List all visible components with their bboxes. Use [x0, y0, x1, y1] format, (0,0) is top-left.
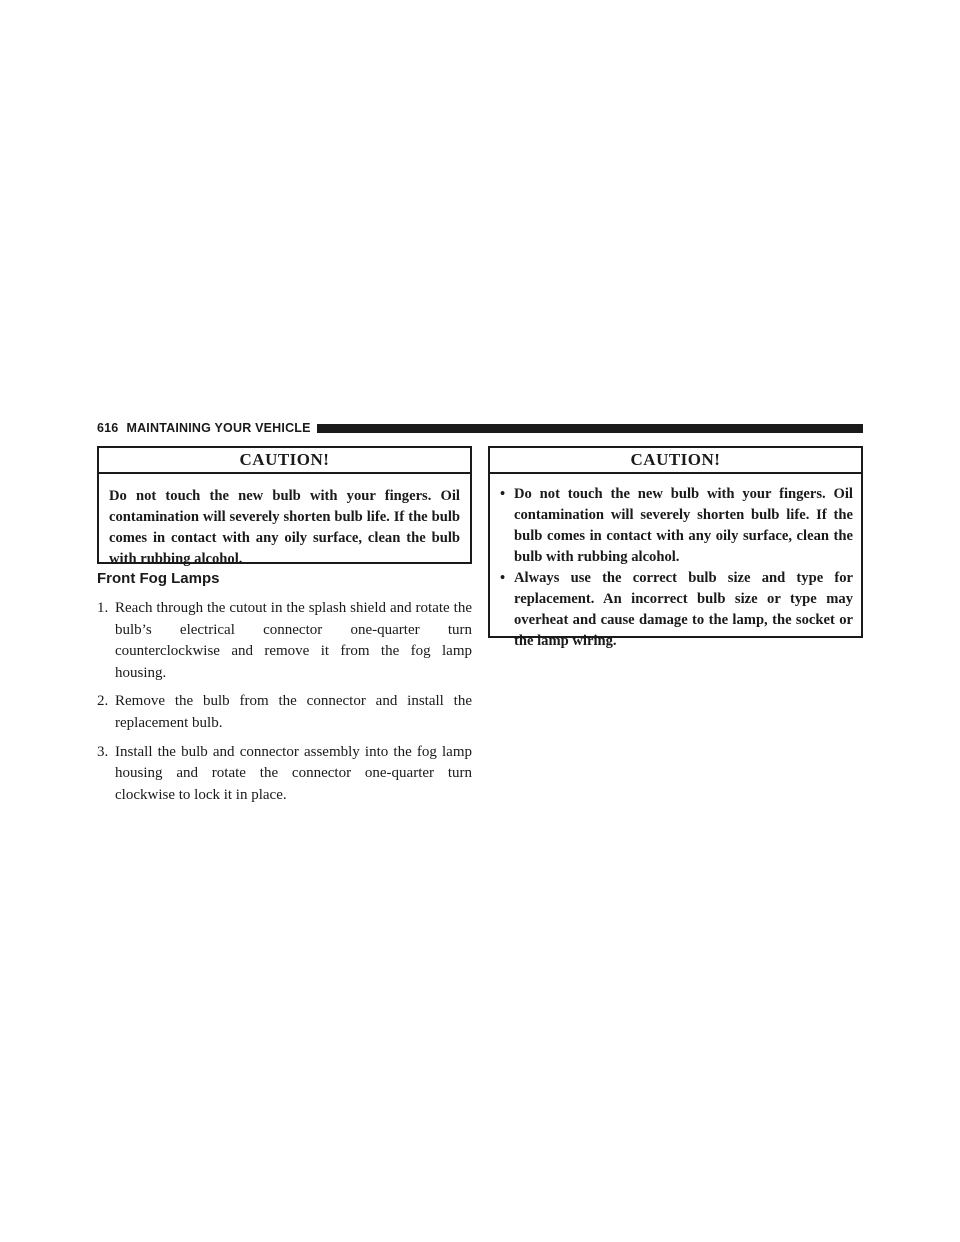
step-item: [97, 691, 472, 734]
caution-title: CAUTION!: [99, 448, 470, 474]
caution-item-text: Do not touch the new bulb with your fingers. Oil contamination will severely shorten bulb life. If the bulb comes in contact with any oily surface, clean the bulb with rubbing alcohol.: [514, 486, 853, 565]
step-text: Reach through the cutout in the splash shield and rotate the bulb’s electrical connector one-quarter turn counterclockwise and remove it from the fog lamp housing.: [115, 600, 472, 681]
section-title: MAINTAINING YOUR VEHICLE: [126, 421, 311, 435]
bullet-icon: •: [500, 570, 506, 586]
step-number: 3.: [97, 743, 109, 760]
caution-item-text: Always use the correct bulb size and type for replacement. An incorrect bulb size or type may overheat and cause damage to the lamp, the socket or the lamp wiring.: [514, 570, 853, 649]
caution-title: CAUTION!: [490, 448, 861, 474]
step-text: Remove the bulb from the connector and install the replacement bulb.: [115, 693, 472, 731]
step-text: Install the bulb and connector assembly into the fog lamp housing and rotate the connector one-quarter turn clockwise to lock it in place.: [115, 743, 472, 803]
step-item: [97, 742, 472, 807]
header-rule: [317, 424, 863, 433]
caution-list-item: [498, 484, 853, 568]
caution-text: Do not touch the new bulb with your fingers. Oil contamination will severely shorten bulb life. If the bulb comes in contact with any oily surface, clean the bulb with rubbing alcohol.: [109, 488, 460, 567]
steps-list: [97, 598, 472, 813]
section-heading: Front Fog Lamps: [97, 570, 220, 587]
bullet-icon: •: [500, 486, 506, 502]
caution-box-left: [97, 446, 472, 567]
page-header: [97, 418, 863, 438]
caution-list: [498, 484, 853, 652]
step-number: 2.: [97, 693, 109, 710]
step-item: [97, 598, 472, 684]
caution-list-item: [498, 568, 853, 652]
caution-box-right: [488, 446, 863, 649]
step-number: 1.: [97, 600, 109, 616]
caution-body: [490, 474, 861, 660]
page-number: 616: [97, 421, 119, 435]
